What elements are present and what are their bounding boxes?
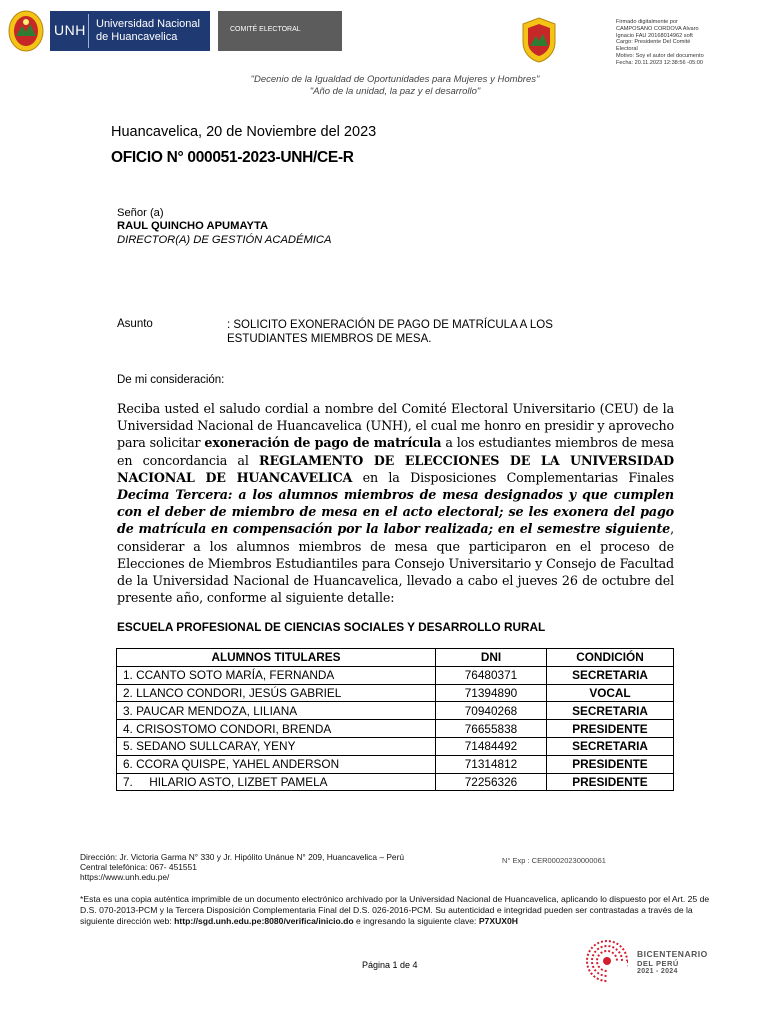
bicentenario-logo-icon [583,938,631,984]
student-dni: 76480371 [436,666,547,684]
unh-logo-divider [88,14,89,48]
bicentenario-title: BICENTENARIO [637,949,708,959]
motto-decade: "Decenio de la Igualdad de Oportunidades para Mujeres y Hombres" [250,74,540,85]
addressee-name: RAUL QUINCHO APUMAYTA [117,220,269,232]
body-bold-regulation: REGLAMENTO DE ELECCIONES DE LA UNIVERSIDAD NACIONAL DE HUANCAVELICA [117,452,674,485]
authenticity-note [80,894,720,927]
student-condition: SECRETARIA [547,702,674,720]
addressee-salutation: Señor (a) [117,207,164,219]
header-condition: CONDICIÓN [547,649,674,667]
student-dni: 71314812 [436,755,547,773]
unh-name-line1: Universidad Nacional [96,18,200,30]
authenticity-text: e ingresando la siguiente clave: [353,916,479,926]
table-row [117,755,674,773]
oficio-number: OFICIO N° 000051-2023-UNH/CE-R [111,149,354,166]
table-row [117,666,674,684]
student-dni: 70940268 [436,702,547,720]
page-number: Página 1 de 4 [362,960,418,970]
body-text-part: a los estudiantes miembros de mesa en concordancia al [117,435,675,468]
student-name: 5. SEDANO SULLCARAY, YENY [117,737,436,755]
student-condition: SECRETARIA [547,737,674,755]
body-bold-exoneration: exoneración de pago de matrícula [204,435,442,451]
student-name: 7. HILARIO ASTO, LIZBET PAMELA [117,773,436,791]
body-text-part: Reciba usted el saludo cordial a nombre del Comité Electoral Universitario (CEU) de la Universidad Nacional de Huancavelica (UNH), el cual me honro en presidir y aprovecho para solicitar [117,401,674,451]
student-condition: PRESIDENTE [547,755,674,773]
signature-line: Ignacio FAU 20168014962 soft [616,32,693,39]
students-table [116,648,674,791]
student-name: 2. LLANCO CONDORI, JESÚS GABRIEL [117,684,436,702]
digital-signature-block [616,19,766,67]
table-header-row [117,649,674,667]
student-dni: 71484492 [436,737,547,755]
footer-phone: Central telefónica: 067- 451551 [80,862,197,872]
student-condition: PRESIDENTE [547,720,674,738]
expediente-number: N° Exp : CER00020230000061 [502,856,606,865]
footer-address: Dirección: Jr. Victoria Garma N° 330 y Jr. Hipólito Unánue N° 209, Huancavelica – Perú [80,852,405,862]
motto-year: "Año de la unidad, la paz y el desarrollo" [309,86,481,97]
signature-line: Electoral [616,46,638,53]
student-name: 1. CCANTO SOTO MARÍA, FERNANDA [117,666,436,684]
student-condition: VOCAL [547,684,674,702]
signature-line: Motivo: Soy el autor del documento [616,52,704,59]
header-students: ALUMNOS TITULARES [117,649,436,667]
city-date: Huancavelica, 20 de Noviembre del 2023 [111,124,377,140]
school-heading: ESCUELA PROFESIONAL DE CIENCIAS SOCIALES Y DESARROLLO RURAL [117,620,546,634]
greeting: De mi consideración: [117,374,225,386]
signature-line: Fecha: 20.11.2023 12:38:56 -05:00 [616,59,703,66]
table-row [117,773,674,791]
signature-line: Firmado digitalmente por [616,19,678,25]
subject-text: : SOLICITO EXONERACIÓN DE PAGO DE MATRÍCULA A LOS ESTUDIANTES MIEMBROS DE MESA. [227,319,553,345]
unh-seal-left [8,10,44,52]
body-paragraph [117,400,674,606]
verification-link[interactable]: http://sgd.unh.edu.pe:8080/verifica/inicio.do [174,916,354,926]
header-dni: DNI [436,649,547,667]
authenticity-text: *Esta es una copia auténtica imprimible de un documento electrónico archivado por la Universidad Nacional de Huancavelica, aplicando lo dispuesto por el Art. 25 de D.S. 070-2013-PCM y la Tercera Disposición Complementaria Final del D.S. 026-2016-PCM. Su autenticidad e integridad pueden ser contrastadas a través de la siguiente dirección web: [80,894,710,926]
committee-label: COMITÉ ELECTORAL [230,26,301,33]
student-dni: 76655838 [436,720,547,738]
student-name: 6. CCORA QUISPE, YAHEL ANDERSON [117,755,436,773]
body-text-part: , considerar a los alumnos miembros de mesa que participaron en el proceso de Elecciones de Miembros Estudiantiles para Consejo Universitario y Consejo de Facultad de la Universidad Nacional de Huancavelica, llevado a cabo el jueves 26 de octubre del presente año, conforme al siguiente detalle: [117,521,674,606]
table-row [117,702,674,720]
student-dni: 71394890 [436,684,547,702]
body-bold-italic-provision: Decima Tercera: a los alumnos miembros de mesa designados y que cumplen con el deber de miembro de mesa en el acto electoral; se les exonera del pago de matrícula en compensación por la labor realizada; en el semestre siguiente [117,487,674,537]
table-row [117,737,674,755]
table-row [117,684,674,702]
student-condition: SECRETARIA [547,666,674,684]
bicentenario-years: 2021 - 2024 [637,968,678,975]
subject-label: Asunto [117,318,153,330]
student-name: 4. CRISOSTOMO CONDORI, BRENDA [117,720,436,738]
student-name: 3. PAUCAR MENDOZA, LILIANA [117,702,436,720]
verification-key: P7XUX0H [478,916,518,926]
unh-seal-right [520,16,558,64]
unh-name-line2: de Huancavelica [96,31,178,43]
signature-line: CAMPOSANO CORDOVA Alvaro [616,25,699,32]
addressee-position: DIRECTOR(A) DE GESTIÓN ACADÉMICA [117,234,332,246]
table-row [117,720,674,738]
body-text-part: en la Disposiciones Complementarias Finales [352,469,674,485]
signature-line: Cargo: Presidente Del Comité [616,39,691,46]
student-dni: 72256326 [436,773,547,791]
bicentenario-subtitle: DEL PERÚ [637,959,679,968]
unh-acronym: UNH [54,22,86,38]
footer-website-link[interactable]: https://www.unh.edu.pe/ [80,872,170,882]
student-condition: PRESIDENTE [547,773,674,791]
